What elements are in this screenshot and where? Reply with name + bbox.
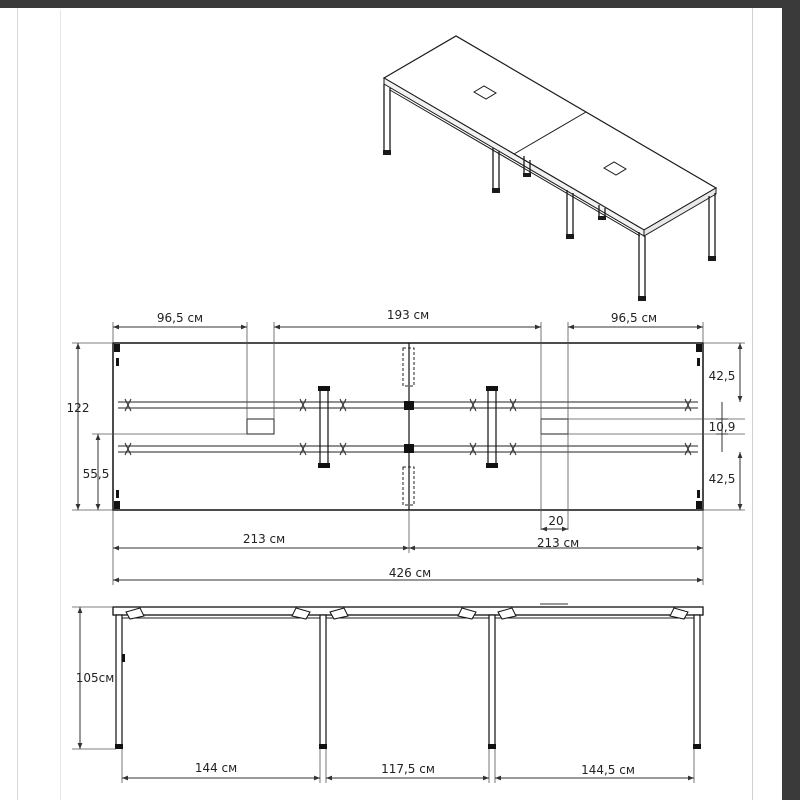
dim-span-right: 144,5 см [581,763,635,777]
elevation-view [72,604,703,783]
dim-half-right: 213 см [536,536,580,550]
dim-half-left: 213 см [242,532,286,546]
dim-span-middle: 117,5 см [381,762,435,776]
dim-height: 105см [75,671,115,685]
dim-top-left: 96,5 см [156,311,204,325]
dim-lower-depth: 55,5 [82,467,110,481]
dim-top-middle: 193 см [386,308,430,322]
dim-span-left: 144 см [194,761,238,775]
dim-top-right: 96,5 см [610,311,658,325]
dim-right-gap: 10,9 [708,420,736,434]
dim-right-lower: 42,5 [708,472,736,486]
dim-small-offset: 20 [548,514,564,528]
plan-view [72,322,745,585]
dim-total-depth: 122 [66,401,90,415]
isometric-table-view [383,36,716,301]
dim-total-length: 426 см [388,566,432,580]
dim-right-upper: 42,5 [708,369,736,383]
